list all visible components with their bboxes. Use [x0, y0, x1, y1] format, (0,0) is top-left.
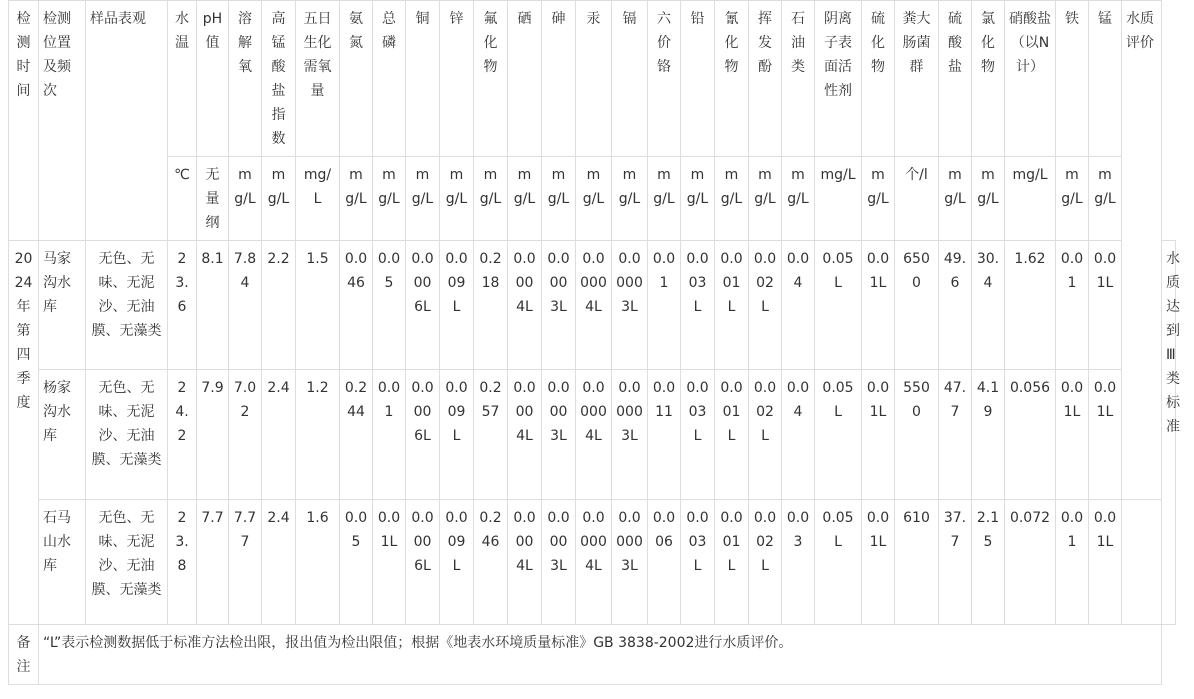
value-cell: 0.0003L	[542, 500, 576, 625]
col-header-cadmium: 镉	[612, 1, 648, 157]
value-cell: 30.4	[972, 241, 1005, 370]
value-cell: 0.00003L	[612, 500, 648, 625]
col-header-sulfate: 硫酸盐	[939, 1, 972, 157]
value-cell: 7.9	[197, 370, 229, 500]
value-cell: 0.05L	[815, 241, 862, 370]
table-row	[9, 241, 1176, 370]
col-header-chromium-vi: 六价铬	[648, 1, 681, 157]
unit-cell: mg/L	[681, 157, 715, 241]
value-cell: 0.05L	[815, 500, 862, 625]
col-header-mercury: 汞	[576, 1, 612, 157]
note-label: 备注	[9, 625, 39, 685]
col-header-copper: 铜	[406, 1, 440, 157]
col-header-ph: pH值	[197, 1, 229, 157]
unit-cell: mg/L	[939, 157, 972, 241]
value-cell: 0.00004L	[576, 241, 612, 370]
value-cell: 0.04	[782, 370, 815, 500]
value-cell: 0.0006L	[406, 370, 440, 500]
value-cell: 0.0004L	[508, 370, 542, 500]
unit-cell: mg/L	[1005, 157, 1056, 241]
col-header-zinc: 锌	[440, 1, 474, 157]
location-cell: 马家沟水库	[39, 241, 86, 370]
appearance-cell: 无色、无味、无泥沙、无油膜、无藻类	[86, 500, 168, 625]
value-cell: 0.009L	[440, 241, 474, 370]
col-header-petroleum: 石油类	[782, 1, 815, 157]
col-header-sulfide: 硫化物	[862, 1, 895, 157]
value-cell: 0.046	[340, 241, 373, 370]
value-cell: 8.1	[197, 241, 229, 370]
value-cell: 0.056	[1005, 370, 1056, 500]
value-cell: 0.00003L	[612, 241, 648, 370]
unit-cell: mg/L	[972, 157, 1005, 241]
value-cell: 0.05L	[815, 370, 862, 500]
value-cell: 0.244	[340, 370, 373, 500]
col-header-manganese: 锰	[1089, 1, 1122, 157]
value-cell: 0.01L	[862, 500, 895, 625]
col-header-fluoride: 氟化物	[474, 1, 508, 157]
unit-cell: mg/L	[340, 157, 373, 241]
col-header-volatile-phenol: 挥发酚	[749, 1, 782, 157]
value-cell: 1.6	[296, 500, 340, 625]
value-cell: 23.8	[168, 500, 197, 625]
value-cell: 0.246	[474, 500, 508, 625]
col-header-chloride: 氯化物	[972, 1, 1005, 157]
value-cell: 0.00004L	[576, 500, 612, 625]
value-cell: 2.4	[262, 500, 296, 625]
unit-cell: mg/L	[542, 157, 576, 241]
location-cell: 杨家沟水库	[39, 370, 86, 500]
value-cell: 0.01L	[1089, 500, 1122, 625]
unit-cell: mg/L	[406, 157, 440, 241]
value-cell: 0.05	[340, 500, 373, 625]
unit-cell: 无量纲	[197, 157, 229, 241]
note-text: “L”表示检测数据低于标准方法检出限，报出值为检出限值；根据《地表水环境质量标准》GB 3838-2002进行水质评价。	[39, 625, 1162, 685]
value-cell: 610	[895, 500, 939, 625]
unit-cell: mg/L	[782, 157, 815, 241]
value-cell: 0.01L	[862, 370, 895, 500]
col-header-anionic-surfactant: 阴离子表面活性剂	[815, 1, 862, 157]
unit-cell: mg/L	[715, 157, 749, 241]
value-cell: 0.001L	[715, 241, 749, 370]
value-cell: 0.009L	[440, 500, 474, 625]
unit-cell: mg/L	[229, 157, 262, 241]
col-header-dissolved-oxygen: 溶解氧	[229, 1, 262, 157]
value-cell: 7.77	[229, 500, 262, 625]
value-cell: 0.001L	[715, 500, 749, 625]
period-cell: 2024年第四季度	[9, 241, 39, 625]
evaluation-cell: 水质达到Ⅲ类标准	[1162, 241, 1176, 625]
value-cell: 0.01L	[1056, 370, 1089, 500]
col-header-fecal-coliform: 粪大肠菌群	[895, 1, 939, 157]
unit-cell: mg/L	[262, 157, 296, 241]
appearance-cell: 无色、无味、无泥沙、无油膜、无藻类	[86, 241, 168, 370]
value-cell: 0.218	[474, 241, 508, 370]
value-cell: 1.62	[1005, 241, 1056, 370]
value-cell: 0.05	[373, 241, 406, 370]
col-header-time: 检测时间	[9, 1, 39, 241]
value-cell: 37.7	[939, 500, 972, 625]
unit-cell: mg/L	[612, 157, 648, 241]
unit-cell: mg/L	[296, 157, 340, 241]
unit-cell: mg/L	[474, 157, 508, 241]
unit-cell: mg/L	[862, 157, 895, 241]
col-header-location: 检测位置及频次	[39, 1, 86, 241]
value-cell: 5500	[895, 370, 939, 500]
value-cell: 0.0004L	[508, 241, 542, 370]
value-cell: 0.03	[782, 500, 815, 625]
col-header-water-temp: 水温	[168, 1, 197, 157]
appearance-cell: 无色、无味、无泥沙、无油膜、无藻类	[86, 370, 168, 500]
location-cell: 石马山水库	[39, 500, 86, 625]
col-header-iron: 铁	[1056, 1, 1089, 157]
note-row	[9, 625, 1176, 685]
value-cell: 0.257	[474, 370, 508, 500]
col-header-evaluation: 水质评价	[1122, 1, 1162, 500]
value-cell: 0.01	[373, 370, 406, 500]
value-cell: 0.011	[648, 370, 681, 500]
value-cell: 0.003L	[681, 370, 715, 500]
value-cell: 0.00003L	[612, 370, 648, 500]
value-cell: 0.01L	[862, 241, 895, 370]
value-cell: 0.0003L	[542, 370, 576, 500]
value-cell: 0.0004L	[508, 500, 542, 625]
value-cell: 47.7	[939, 370, 972, 500]
value-cell: 4.19	[972, 370, 1005, 500]
value-cell: 0.01L	[373, 500, 406, 625]
value-cell: 0.0006L	[406, 241, 440, 370]
col-header-nitrate: 硝酸盐（以N计）	[1005, 1, 1056, 157]
unit-cell: mg/L	[749, 157, 782, 241]
unit-cell: mg/L	[440, 157, 474, 241]
value-cell: 0.002L	[749, 500, 782, 625]
value-cell: 0.04	[782, 241, 815, 370]
unit-cell: mg/L	[576, 157, 612, 241]
value-cell: 0.0006L	[406, 500, 440, 625]
col-header-bod5: 五日生化需氧量	[296, 1, 340, 157]
value-cell: 2.2	[262, 241, 296, 370]
value-cell: 0.009L	[440, 370, 474, 500]
value-cell: 1.5	[296, 241, 340, 370]
unit-cell: mg/L	[508, 157, 542, 241]
unit-cell: mg/L	[1056, 157, 1089, 241]
value-cell: 0.01L	[1089, 370, 1122, 500]
units-row	[9, 157, 1176, 241]
value-cell: 1.2	[296, 370, 340, 500]
value-cell: 0.01	[1056, 241, 1089, 370]
col-header-ammonia: 氨氮	[340, 1, 373, 157]
value-cell: 7.02	[229, 370, 262, 500]
value-cell: 0.002L	[749, 241, 782, 370]
value-cell: 23.6	[168, 241, 197, 370]
unit-cell: 个/l	[895, 157, 939, 241]
unit-cell: mg/L	[373, 157, 406, 241]
water-quality-table	[8, 0, 1180, 685]
col-header-arsenic: 砷	[542, 1, 576, 157]
value-cell: 0.01L	[1089, 241, 1122, 370]
value-cell: 0.003L	[681, 500, 715, 625]
unit-cell: ℃	[168, 157, 197, 241]
value-cell: 49.6	[939, 241, 972, 370]
value-cell: 7.84	[229, 241, 262, 370]
value-cell: 0.002L	[749, 370, 782, 500]
value-cell: 0.072	[1005, 500, 1056, 625]
value-cell: 2.4	[262, 370, 296, 500]
col-header-total-phosphorus: 总磷	[373, 1, 406, 157]
value-cell: 0.006	[648, 500, 681, 625]
value-cell: 0.0003L	[542, 241, 576, 370]
col-header-lead: 铅	[681, 1, 715, 157]
unit-cell: mg/L	[1089, 157, 1122, 241]
value-cell: 0.00004L	[576, 370, 612, 500]
unit-cell: mg/L	[648, 157, 681, 241]
value-cell: 24.2	[168, 370, 197, 500]
value-cell: 0.001L	[715, 370, 749, 500]
col-header-permanganate-index: 高锰酸盐指数	[262, 1, 296, 157]
value-cell: 0.01	[648, 241, 681, 370]
value-cell: 2.15	[972, 500, 1005, 625]
col-header-appearance: 样品表观	[86, 1, 168, 241]
value-cell: 6500	[895, 241, 939, 370]
col-header-selenium: 硒	[508, 1, 542, 157]
table-row	[9, 500, 1176, 625]
header-row	[9, 1, 1176, 157]
value-cell: 7.7	[197, 500, 229, 625]
unit-cell: mg/L	[815, 157, 862, 241]
value-cell: 0.01	[1056, 500, 1089, 625]
table-row	[9, 370, 1176, 500]
col-header-cyanide: 氰化物	[715, 1, 749, 157]
value-cell: 0.003L	[681, 241, 715, 370]
